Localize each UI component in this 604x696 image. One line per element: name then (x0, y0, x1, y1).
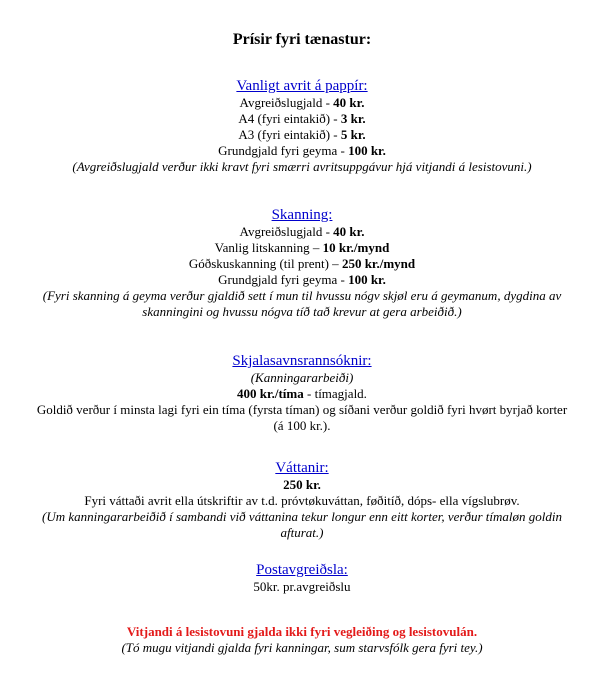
certificates-price: 250 kr. (283, 477, 321, 492)
footer-warning: Vitjandi á lesistovuni gjalda ikki fyri vegleiðing og lesistovulán. (126, 624, 478, 639)
research-rate: 400 kr./tíma - tímagjald. (237, 386, 367, 401)
section-certificates (20, 459, 584, 541)
scanning-line-color: Vanlig litskanning – 10 kr./mynd (214, 240, 390, 255)
scanning-heading-link[interactable]: Skanning: (271, 207, 333, 223)
scanning-note: (Fyri skanning á geyma verður gjaldið sett í mun til hvussu nógv skjøl eru á geymanum, dygdina av skanningini og hvussu nógva tíð tað krevur at gera arbeiðið.) (42, 288, 562, 319)
research-subtitle: (Kanningararbeiði) (250, 370, 354, 385)
postal-heading-link[interactable]: Postavgreiðsla: (256, 562, 348, 578)
page-title: Prísir fyri tænastur: (232, 31, 372, 48)
certificates-heading-link[interactable]: Váttanir: (275, 460, 329, 476)
scanning-line-storage: Grundgjald fyri geyma - 100 kr. (218, 272, 386, 287)
section-copies (20, 77, 584, 175)
section-research (20, 352, 584, 434)
copies-heading-link[interactable]: Vanligt avrit á pappír: (236, 78, 368, 94)
section-footer (20, 624, 584, 656)
scanning-line-handling: Avgreiðslugjald - 40 kr. (239, 224, 365, 239)
certificates-text: Fyri váttaði avrit ella útskriftir av t.d. próvtøkuváttan, føðitíð, dóps- ella vígslubrøv. (84, 493, 520, 508)
scanning-line-quality: Góðskuskanning (til prent) – 250 kr./mynd (188, 256, 416, 271)
copies-line-a4: A4 (fyri eintakið) - 3 kr. (238, 111, 366, 126)
footer-note: (Tó mugu vitjandi gjalda fyri kanningar, sum starvsfólk gera fyri tey.) (121, 640, 483, 655)
copies-line-a3: A3 (fyri eintakið) - 5 kr. (238, 127, 366, 142)
copies-line-storage: Grundgjald fyri geyma - 100 kr. (218, 143, 386, 158)
certificates-note: (Um kanningararbeiðið í sambandi við váttanina tekur longur enn eitt korter, verður tímaløn goldin afturat.) (42, 509, 562, 540)
copies-note: (Avgreiðslugjald verður ikki kravt fyri smærri avritsuppgávur hjá vitjandi á lesistovuni.) (72, 159, 532, 174)
research-text: Goldið verður í minsta lagi fyri ein tíma (fyrsta tíman) og síðani verður goldið fyri hvørt byrjað korter (á 100 kr.). (36, 402, 568, 433)
research-heading-link[interactable]: Skjalasavnsrannsóknir: (232, 353, 372, 369)
copies-line-handling: Avgreiðslugjald - 40 kr. (239, 95, 365, 110)
section-scanning (20, 206, 584, 320)
section-postal (20, 561, 584, 595)
postal-text: 50kr. pr.avgreiðslu (253, 579, 351, 594)
